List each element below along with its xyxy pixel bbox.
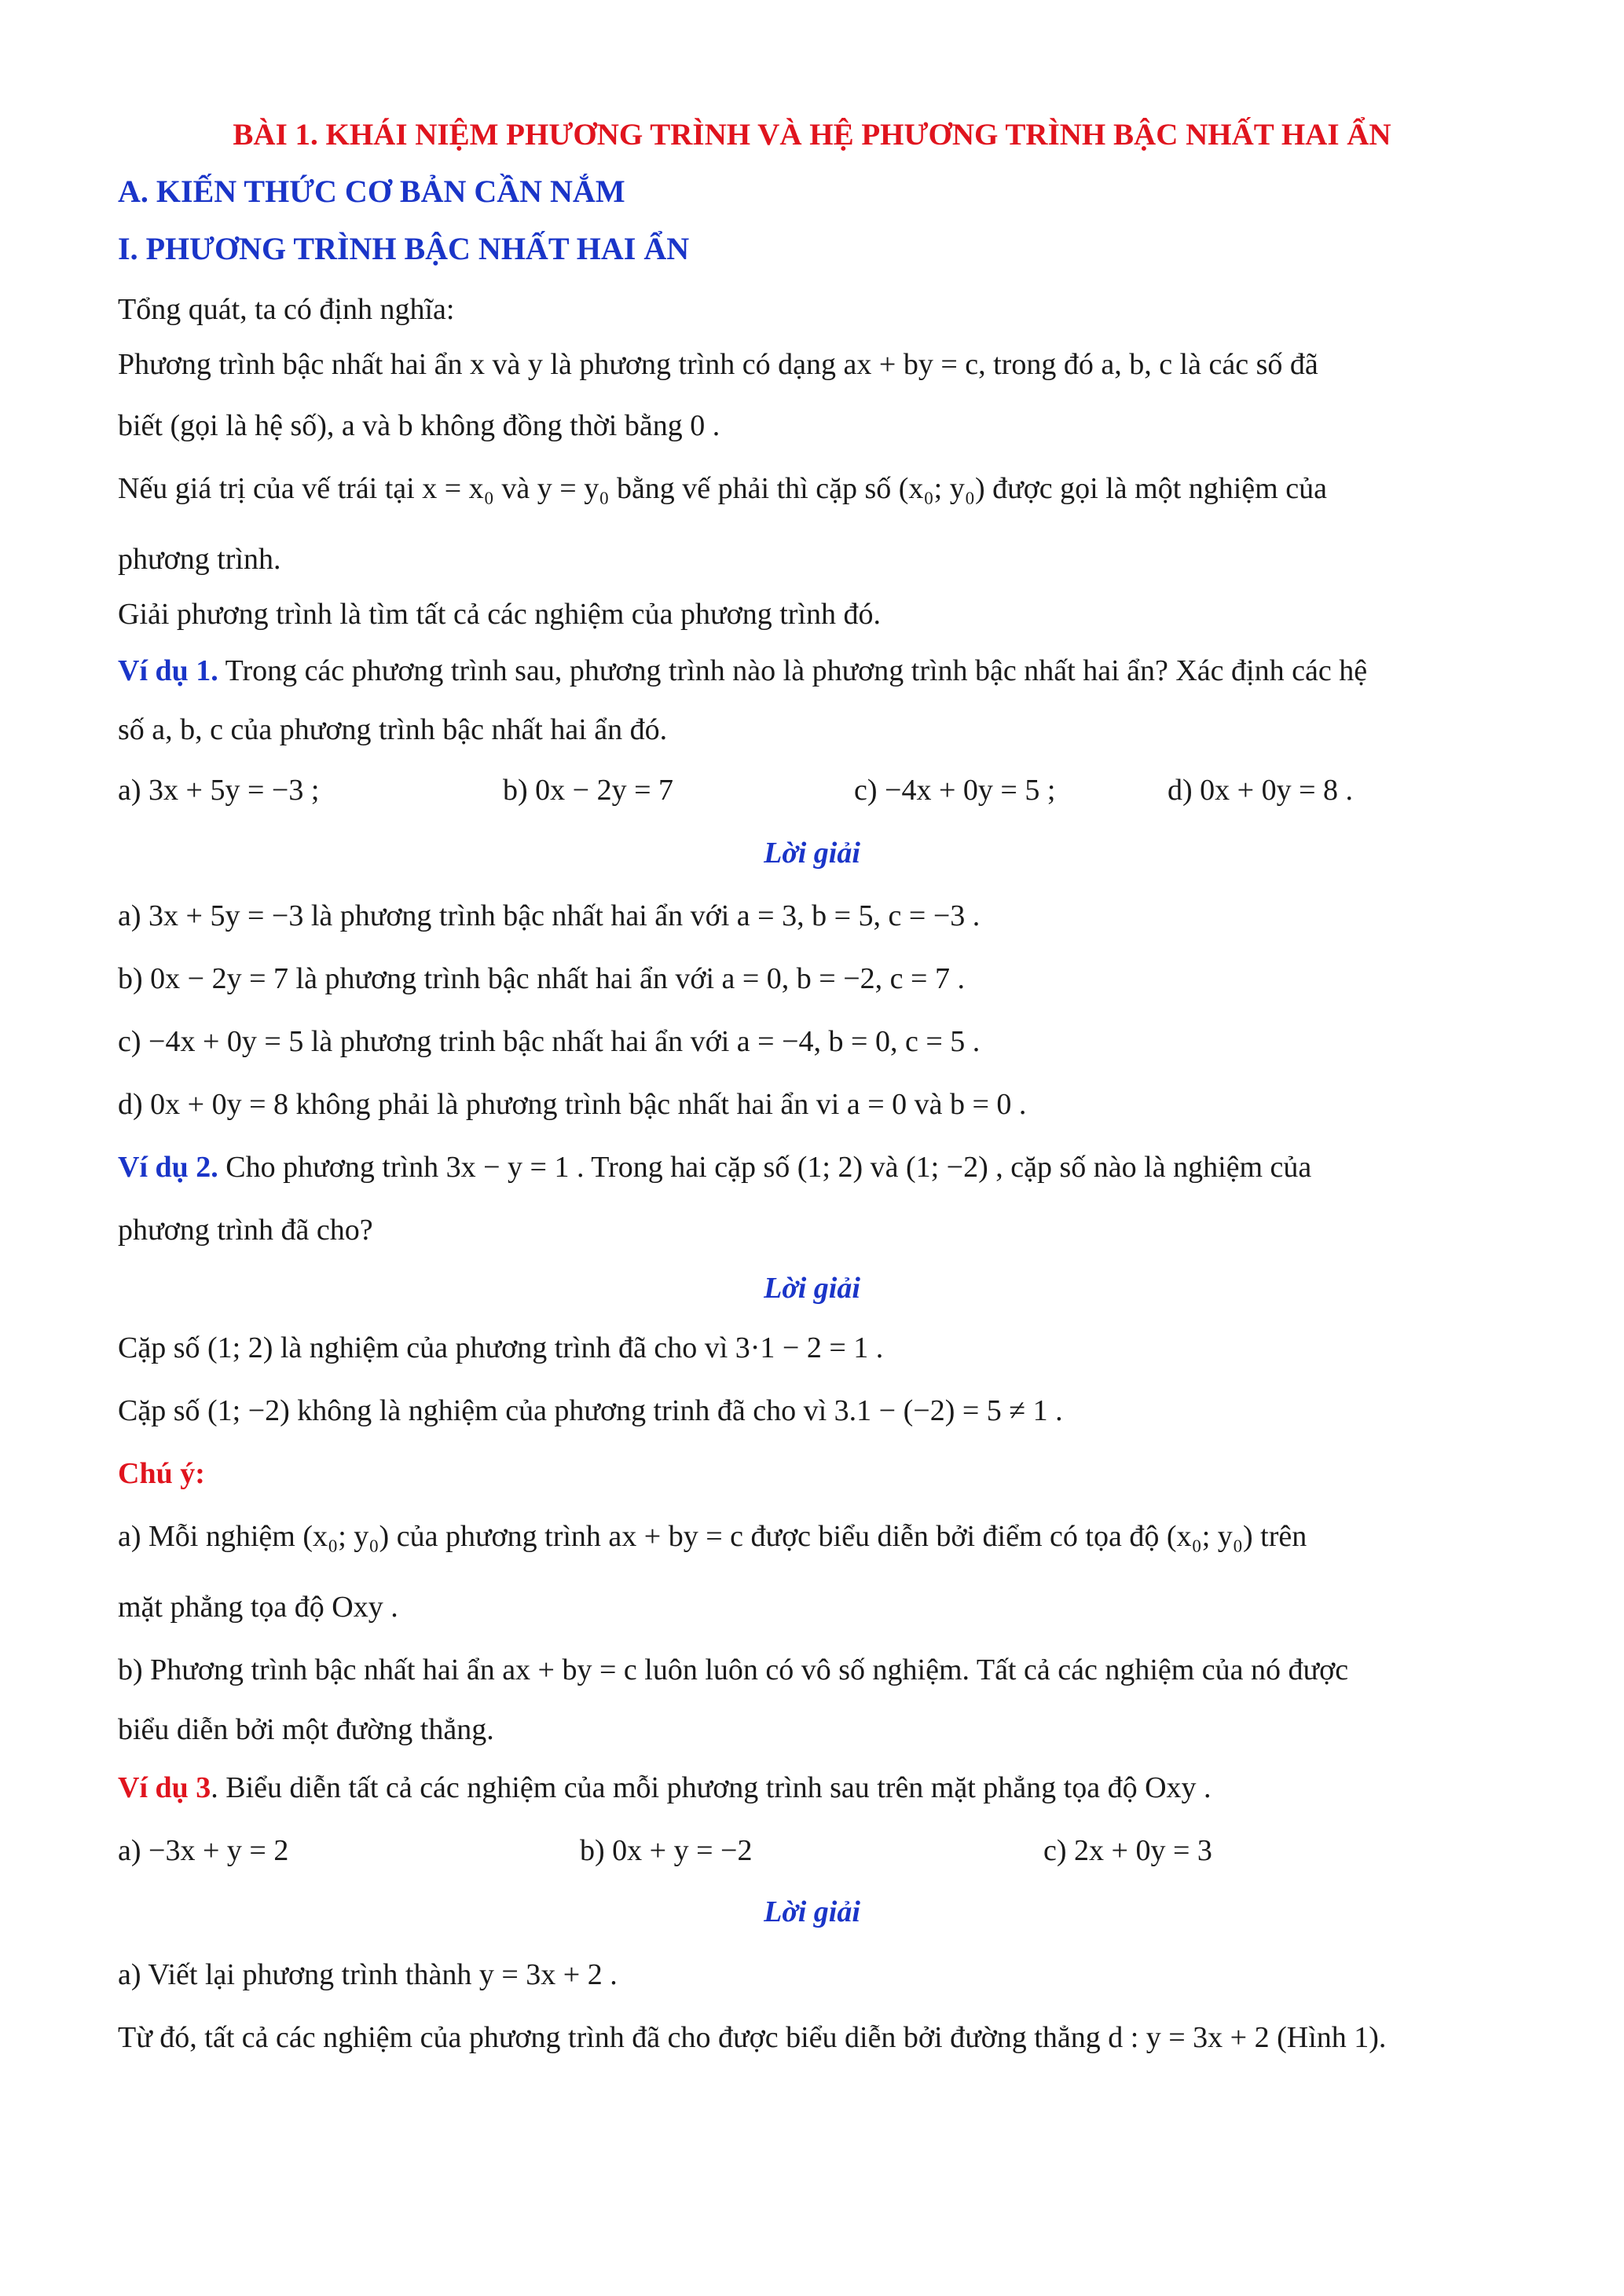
- solution-definition-line-2: phương trình.: [118, 543, 281, 576]
- example-2-answer-2: Cặp số (1; −2) không là nghiệm của phương trinh đã cho vì 3.1 − (−2) = 5 ≠ 1 .: [118, 1394, 1063, 1427]
- example-2-label: Ví dụ 2.: [118, 1151, 218, 1184]
- example-3-answer-2: Từ đó, tất cả các nghiệm của phương trình đã cho được biểu diễn bởi đường thẳng d : y = 3x + 2 (Hình 1).: [118, 2021, 1387, 2054]
- example-1-item-b: b) 0x − 2y = 7: [503, 774, 674, 807]
- note-a-line-1: a) Mỗi nghiệm (x₀; y₀) của phương trình ax + by = c được biểu diễn bởi điểm có tọa độ (x₀; y₀) trên: [118, 1520, 1307, 1553]
- example-1-answer-c: c) −4x + 0y = 5 là phương trinh bậc nhất hai ẩn với a = −4, b = 0, c = 5 .: [118, 1025, 981, 1058]
- solve-definition-line: Giải phương trình là tìm tất cả các nghiệm của phương trình đó.: [118, 598, 881, 631]
- note-label: Chú ý:: [118, 1457, 205, 1490]
- example-1-item-d: d) 0x + 0y = 8 .: [1168, 774, 1354, 807]
- section-a-heading: A. KIẾN THỨC CƠ BẢN CẦN NẮM: [118, 174, 625, 209]
- definition-line-2: biết (gọi là hệ số), a và b không đồng thời bằng 0 .: [118, 409, 720, 442]
- definition-line-1: Phương trình bậc nhất hai ẩn x và y là phương trình có dạng ax + by = c, trong đó a, b, c là các số đã: [118, 348, 1318, 381]
- example-3-label: Ví dụ 3: [118, 1771, 211, 1804]
- example-3-item-b: b) 0x + y = −2: [580, 1834, 753, 1867]
- solution-definition-line-1: Nếu giá trị của vế trái tại x = x₀ và y = y₀ bằng vế phải thì cặp số (x₀; y₀) được gọi là một nghiệm của: [118, 472, 1327, 505]
- example-1-answer-b: b) 0x − 2y = 7 là phương trình bậc nhất hai ẩn với a = 0, b = −2, c = 7 .: [118, 962, 965, 995]
- note-b-line-1: b) Phương trình bậc nhất hai ẩn ax + by = c luôn luôn có vô số nghiệm. Tất cả các nghiệm của nó được: [118, 1653, 1349, 1686]
- example-3-items: [118, 1832, 1532, 1869]
- example-3-item-a: a) −3x + y = 2: [118, 1834, 289, 1867]
- example-1-label: Ví dụ 1.: [118, 654, 218, 687]
- note-b-line-2: biểu diễn bởi một đường thẳng.: [118, 1713, 494, 1746]
- document-title: BÀI 1. KHÁI NIỆM PHƯƠNG TRÌNH VÀ HỆ PHƯƠNG TRÌNH BẬC NHẤT HAI ẨN: [233, 118, 1391, 152]
- example-1-solution-label: Lời giải: [764, 837, 860, 870]
- example-1-prompt: [118, 652, 1532, 690]
- example-2-solution-label: Lời giải: [764, 1272, 860, 1305]
- example-2-prompt: [118, 1148, 1532, 1186]
- example-1-answer-d: d) 0x + 0y = 8 không phải là phương trình bậc nhất hai ẩn vi a = 0 và b = 0 .: [118, 1088, 1027, 1121]
- note-a-line-2: mặt phẳng tọa độ Oxy .: [118, 1591, 398, 1624]
- example-1-item-a: a) 3x + 5y = −3 ;: [118, 774, 320, 807]
- example-3-solution-label: Lời giải: [764, 1895, 860, 1928]
- example-3-item-c: c) 2x + 0y = 3: [1043, 1834, 1212, 1867]
- example-1-text-1: Trong các phương trình sau, phương trình nào là phương trình bậc nhất hai ẩn? Xác định các hệ: [218, 654, 1368, 687]
- example-1-item-c: c) −4x + 0y = 5 ;: [854, 774, 1056, 807]
- example-2-answer-1: Cặp số (1; 2) là nghiệm của phương trình đã cho vì 3·1 − 2 = 1 .: [118, 1331, 884, 1364]
- example-1-answer-a: a) 3x + 5y = −3 là phương trình bậc nhất hai ẩn với a = 3, b = 5, c = −3 .: [118, 899, 981, 932]
- example-1-items: [118, 771, 1532, 809]
- example-3-answer-1: a) Viết lại phương trình thành y = 3x + 2 .: [118, 1958, 618, 1991]
- example-3-prompt: [118, 1769, 1532, 1807]
- example-2-text-1: Cho phương trình 3x − y = 1 . Trong hai cặp số (1; 2) và (1; −2) , cặp số nào là nghiệm của: [218, 1151, 1312, 1184]
- section-i-heading: I. PHƯƠNG TRÌNH BẬC NHẤT HAI ẨN: [118, 231, 690, 266]
- example-2-text-2: phương trình đã cho?: [118, 1214, 373, 1247]
- example-1-text-2: số a, b, c của phương trình bậc nhất hai ẩn đó.: [118, 713, 668, 746]
- example-3-text-1: . Biểu diễn tất cả các nghiệm của mỗi phương trình sau trên mặt phẳng tọa độ Oxy .: [211, 1771, 1212, 1804]
- intro-line: Tổng quát, ta có định nghĩa:: [118, 293, 455, 326]
